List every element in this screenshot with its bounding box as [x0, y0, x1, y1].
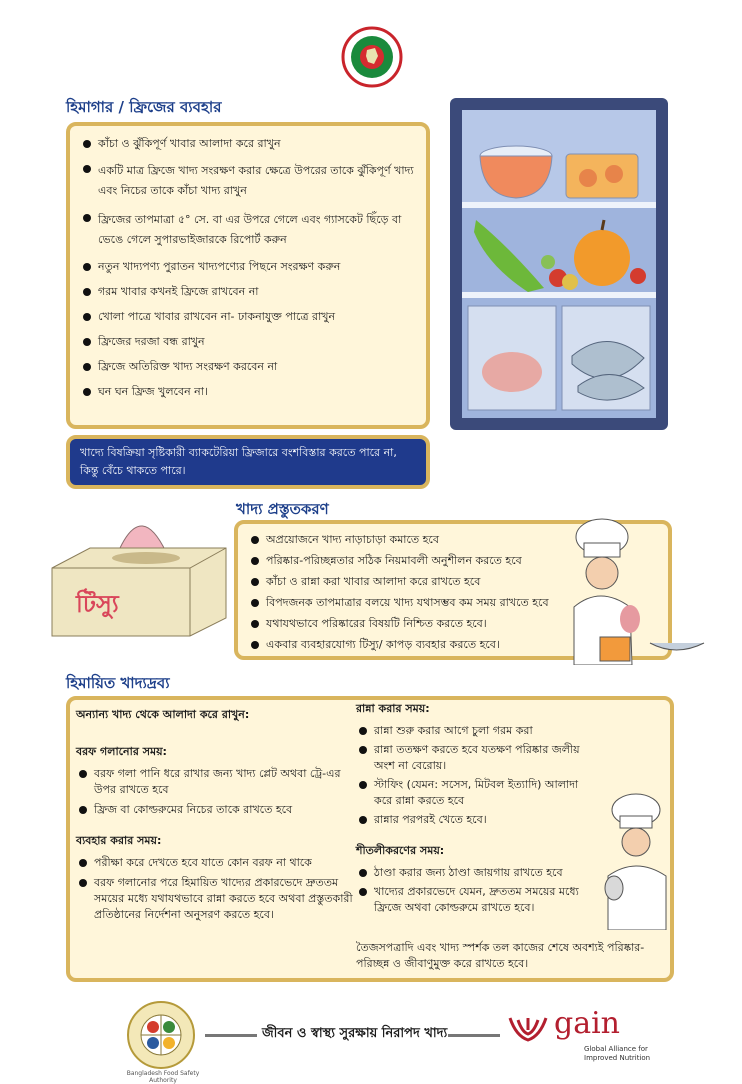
cleaning-closing-note: তৈজসপত্রাদি এবং খাদ্য স্পর্শক তল কাজের শেষে অবশ্যই পরিষ্কার-পরিচ্ছন্ন ও জীবাণুমুক্ত করে রাখতে হবে।: [356, 941, 645, 970]
list-item: ফ্রিজের দরজা বন্ধ রাখুন: [80, 334, 416, 350]
using-heading: ব্যবহার করার সময়:: [76, 834, 162, 847]
fridge-rules-box: [66, 122, 430, 429]
frozen-left-column: [76, 706, 356, 923]
section-title-frozen-food: হিমায়িত খাদ্যদ্রব্য: [66, 674, 170, 692]
gain-tagline-2: Improved Nutrition: [584, 1054, 651, 1062]
list-item: একবার ব্যবহারযোগ্য টিস্যু/ কাপড় ব্যবহার করতে হবে।: [248, 637, 658, 653]
list-item: ফ্রিজে অতিরিক্ত খাদ্য সংরক্ষণ করবেন না: [80, 359, 416, 375]
separate-intro: অন্যান্য খাদ্য থেকে আলাদা করে রাখুন:: [76, 708, 250, 721]
using-list: [76, 855, 356, 923]
government-logo: [341, 26, 403, 88]
list-item: খাদ্যের প্রকারভেদে যেমন, দ্রুততম সময়ের মধ্যে ফ্রিজে অথবা কোল্ডরুমে রাখতে হবে।: [356, 884, 596, 916]
frozen-right-column: [356, 700, 596, 916]
thawing-list: [76, 766, 356, 818]
fridge-rules-list: [80, 136, 416, 400]
section-title-food-prep: খাদ্য প্রস্তুতকরণ: [236, 500, 329, 518]
bacteria-note: [66, 435, 430, 489]
bfsa-logo-text: Bangladesh Food Safety Authority: [126, 1070, 200, 1084]
chef-illustration: [560, 515, 710, 665]
list-item: যথাযথভাবে পরিষ্কারের বিষয়টি নিশ্চিত করতে হবে।: [248, 616, 658, 632]
footer-rule-left: [205, 1034, 257, 1037]
cooling-list: [356, 865, 596, 916]
list-item: স্টাফিং (যেমন: সসেস, মিটবল ইত্যাদি) আলাদা করে রান্না করতে হবে: [356, 777, 596, 809]
fridge-illustration: [448, 96, 670, 432]
footer-slogan: জীবন ও স্বাস্থ্য সুরক্ষায় নিরাপদ খাদ্য: [262, 1026, 448, 1041]
list-item: বরফ গলা পানি ধরে রাখার জন্য খাদ্য প্লেট অথবা ট্রে-এর উপর রাখতে হবে: [76, 766, 356, 798]
list-item: গরম খাবার কখনই ফ্রিজে রাখবেন না: [80, 284, 416, 300]
gain-tagline-1: Global Alliance for: [584, 1045, 648, 1053]
list-item: রান্নার পরপরই খেতে হবে।: [356, 812, 596, 828]
list-item: বিপদজনক তাপমাত্রার বলয়ে খাদ্য যথাসম্ভব কম সময় রাখতে হবে: [248, 595, 658, 611]
cooking-list: [356, 723, 596, 828]
list-item: ঠাণ্ডা করার জন্য ঠাণ্ডা জায়গায় রাখতে হবে: [356, 865, 596, 881]
list-item: বরফ গলানোর পরে হিমায়িত খাদ্যের প্রকারভেদে দ্রুততম সময়ের মধ্যে যথাযথভাবে রান্না করতে হবে অথবা প্রস্তুতকারী প্রতিষ্ঠানের নির্দেশনা অনুসরণ করতে হবে।: [76, 875, 356, 923]
tissue-box-label: টিস্যু: [76, 590, 119, 618]
thawing-heading: বরফ গলানোর সময়:: [76, 745, 167, 758]
list-item: ফ্রিজের তাপমাত্রা ৫° সে. বা এর উপরে গেলে এবং গ্যাসকেট ছিঁড়ে বা ভেঙে গেলে সুপারভাইজারকে রিপোর্ট করুন: [80, 210, 416, 250]
list-item: রান্না ততক্ষণ করতে হবে যতক্ষণ পরিষ্কার জলীয় অংশ না বেরোয়।: [356, 742, 596, 774]
list-item: খোলা পাত্রে খাবার রাখবেন না- ঢাকনাযুক্ত পাত্রে রাখুন: [80, 309, 416, 325]
list-item: ফ্রিজ বা কোল্ডরুমের নিচের তাকে রাখতে হবে: [76, 802, 356, 818]
list-item: রান্না শুরু করার আগে চুলা গরম করা: [356, 723, 596, 739]
note-text: খাদ্যে বিষক্রিয়া সৃষ্টিকারী ব্যাকটেরিয়া ফ্রিজারে বংশবিস্তার করতে পারে না, কিন্তু বেঁচে থাকতে পারে।: [80, 446, 397, 477]
list-item: ঘন ঘন ফ্রিজ খুলবেন না।: [80, 384, 416, 400]
bfsa-logo: [126, 1000, 196, 1070]
list-item: কাঁচা ও ঝুঁকিপূর্ণ খাবার আলাদা করে রাখুন: [80, 136, 416, 152]
footer-rule-right: [448, 1034, 500, 1037]
chef-illustration: [600, 790, 674, 930]
list-item: পরীক্ষা করে দেখতে হবে যাতে কোন বরফ না থাকে: [76, 855, 356, 871]
list-item: কাঁচা ও রান্না করা খাবার আলাদা করে রাখতে হবে: [248, 574, 658, 590]
gain-logo-icon: [506, 1014, 550, 1044]
cooking-heading: রান্না করার সময়:: [356, 702, 430, 715]
list-item: একটি মাত্র ফ্রিজে খাদ্য সংরক্ষণ করার ক্ষেত্রে উপরের তাকে ঝুঁকিপূর্ণ খাদ্য এবং নিচের তাকে কাঁচা খাদ্য রাখুন: [80, 161, 416, 201]
list-item: পরিষ্কার-পরিচ্ছন্নতার সঠিক নিয়মাবলী অনুশীলন করতে হবে: [248, 553, 658, 569]
section-title-fridge: হিমাগার / ফ্রিজের ব্যবহার: [66, 98, 222, 116]
list-item: নতুন খাদ্যপণ্য পুরাতন খাদ্যপণ্যের পিছনে সংরক্ষণ করুন: [80, 259, 416, 275]
list-item: অপ্রয়োজনে খাদ্য নাড়াচাড়া কমাতে হবে: [248, 532, 658, 548]
cooling-heading: শীতলীকরণের সময়:: [356, 844, 445, 857]
gain-wordmark: gain: [554, 1006, 621, 1041]
